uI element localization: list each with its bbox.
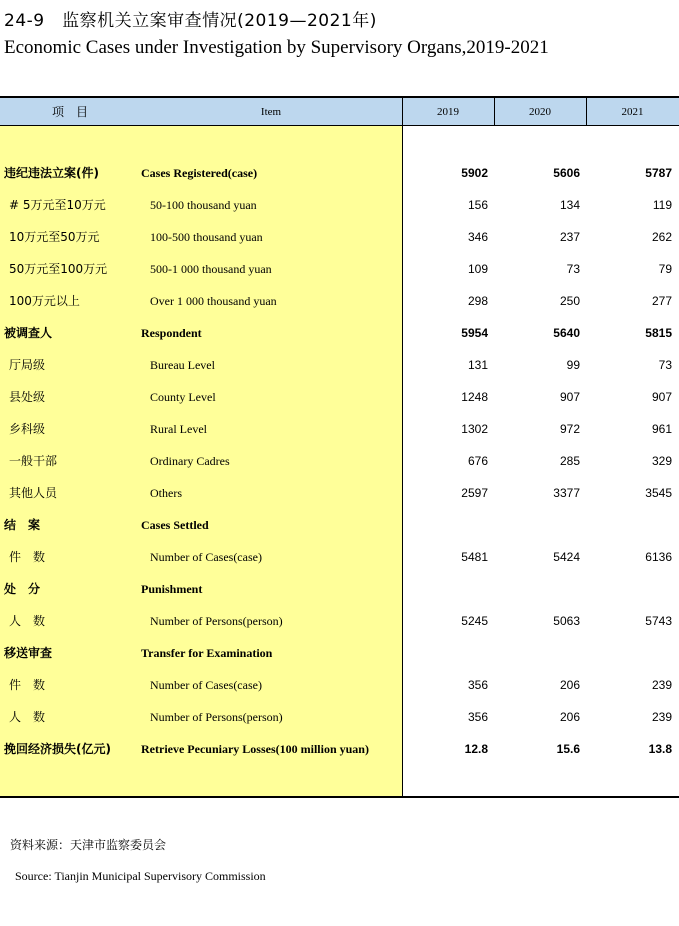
cell-year-2020 (496, 573, 580, 605)
cell-year-2021: 73 (658, 358, 672, 372)
table-row (0, 701, 679, 733)
cell-year-2021 (588, 509, 672, 541)
cell-year-2020: 99 (566, 358, 580, 372)
cell-year-2021: 239 (651, 710, 672, 724)
row-label-cn: 县处级 (9, 390, 46, 404)
table-row (0, 509, 679, 541)
cell-year-2021: 3545 (645, 486, 672, 500)
cell-year-2019: 2597 (461, 486, 488, 500)
cell-year-2019: 356 (467, 710, 488, 724)
header-year-2019: 2019 (437, 106, 459, 118)
row-label-cn: 乡科级 (9, 422, 46, 436)
cell-year-2020: 15.6 (556, 742, 580, 756)
cell-year-2019: 1302 (461, 422, 488, 436)
cell-year-2020: 5063 (553, 614, 580, 628)
cell-year-2021: 5815 (645, 326, 672, 340)
cell-year-2021: 907 (651, 390, 672, 404)
table-row (0, 605, 679, 637)
cell-year-2021: 6136 (645, 550, 672, 564)
cell-year-2020: 206 (559, 678, 580, 692)
row-label-en: Rural Level (150, 422, 207, 436)
cell-year-2019: 356 (467, 678, 488, 692)
row-label-cn: 100万元以上 (9, 294, 80, 308)
table-row (0, 221, 679, 253)
row-label-cn: 人 数 (9, 614, 46, 628)
page-title-cn: 24-9 监察机关立案审查情况(2019—2021年) (4, 11, 377, 31)
divider-header-2021 (586, 96, 587, 126)
cell-year-2021: 262 (651, 230, 672, 244)
cell-year-2021 (588, 573, 672, 605)
table-row (0, 157, 679, 189)
cell-year-2019: 5902 (461, 166, 488, 180)
table-row (0, 445, 679, 477)
cell-year-2019 (404, 509, 488, 541)
cell-year-2019: 131 (467, 358, 488, 372)
table-row (0, 349, 679, 381)
cell-year-2019 (404, 637, 488, 669)
row-label-cn: 违纪违法立案(件) (4, 166, 99, 180)
table-row (0, 541, 679, 573)
cell-year-2019: 298 (467, 294, 488, 308)
row-label-cn: 其他人员 (9, 486, 58, 500)
row-label-en: County Level (150, 390, 216, 404)
source-en: Source: Tianjin Municipal Supervisory Commission (15, 869, 266, 883)
cell-year-2021: 239 (651, 678, 672, 692)
cell-year-2020: 3377 (553, 486, 580, 500)
row-label-en: Retrieve Pecuniary Losses(100 million yuan) (141, 742, 369, 756)
row-label-cn: 处 分 (4, 582, 41, 596)
cell-year-2020: 285 (559, 454, 580, 468)
table-row (0, 413, 679, 445)
row-label-en: Number of Persons(person) (150, 710, 283, 724)
row-label-cn: 人 数 (9, 710, 46, 724)
cell-year-2019: 5954 (461, 326, 488, 340)
cell-year-2019: 109 (467, 262, 488, 276)
row-label-en: Number of Cases(case) (150, 550, 262, 564)
table-row (0, 253, 679, 285)
row-label-cn: 一般干部 (9, 454, 58, 468)
row-label-en: Ordinary Cadres (150, 454, 230, 468)
row-label-cn: 被调查人 (4, 326, 53, 340)
header-year-2021: 2021 (621, 106, 644, 118)
cell-year-2020: 972 (559, 422, 580, 436)
row-label-en: 500-1 000 thousand yuan (150, 262, 272, 276)
table-row (0, 317, 679, 349)
table-bottom-border (0, 796, 679, 798)
row-label-cn: 10万元至50万元 (9, 230, 100, 244)
cell-year-2021: 79 (658, 262, 672, 276)
cell-year-2020: 5640 (553, 326, 580, 340)
cell-year-2019: 5481 (461, 550, 488, 564)
cell-year-2020 (496, 637, 580, 669)
row-label-en: Number of Persons(person) (150, 614, 283, 628)
cell-year-2020: 5606 (553, 166, 580, 180)
cell-year-2019: 12.8 (464, 742, 488, 756)
table-row (0, 381, 679, 413)
cell-year-2020: 134 (559, 198, 580, 212)
row-label-cn: 挽回经济损失(亿元) (4, 742, 111, 756)
table-row (0, 285, 679, 317)
row-label-cn: 移送审查 (4, 646, 53, 660)
table-row (0, 733, 679, 765)
row-label-cn: 件 数 (9, 678, 46, 692)
row-label-en: Cases Settled (141, 518, 209, 532)
header-year-2020: 2020 (529, 106, 551, 118)
cell-year-2021: 119 (652, 198, 672, 212)
cell-year-2019: 676 (467, 454, 488, 468)
cell-year-2021: 961 (651, 422, 672, 436)
table-row (0, 573, 679, 605)
row-label-en: 100-500 thousand yuan (150, 230, 263, 244)
cell-year-2019: 156 (467, 198, 488, 212)
header-item-en: Item (260, 106, 282, 118)
row-label-en: Respondent (141, 326, 202, 340)
cell-year-2019: 1248 (461, 390, 488, 404)
cell-year-2019: 5245 (461, 614, 488, 628)
cell-year-2020: 5424 (553, 550, 580, 564)
cell-year-2021: 13.8 (648, 742, 672, 756)
cell-year-2019: 346 (467, 230, 488, 244)
table-row (0, 477, 679, 509)
cell-year-2021: 329 (651, 454, 672, 468)
row-label-cn: 50万元至100万元 (9, 262, 108, 276)
row-label-en: Number of Cases(case) (150, 678, 262, 692)
row-label-en: Others (150, 486, 182, 500)
header-item-cn: 项 目 (51, 105, 88, 119)
row-label-en: Transfer for Examination (141, 646, 273, 660)
divider-header-2020 (494, 96, 495, 126)
table-header (0, 96, 679, 126)
cell-year-2020: 206 (559, 710, 580, 724)
row-label-cn: 结 案 (4, 518, 41, 532)
table-row (0, 669, 679, 701)
cell-year-2021: 5787 (645, 166, 672, 180)
cell-year-2020: 907 (559, 390, 580, 404)
cell-year-2021 (588, 637, 672, 669)
table-row (0, 637, 679, 669)
row-label-en: Bureau Level (150, 358, 215, 372)
cell-year-2020: 250 (559, 294, 580, 308)
cell-year-2021: 5743 (645, 614, 672, 628)
row-label-en: Punishment (141, 582, 203, 596)
cell-year-2020 (496, 509, 580, 541)
row-label-cn: 厅局级 (9, 358, 46, 372)
cell-year-2020: 237 (559, 230, 580, 244)
row-label-en: 50-100 thousand yuan (150, 198, 257, 212)
row-label-en: Cases Registered(case) (141, 166, 258, 180)
cell-year-2020: 73 (566, 262, 580, 276)
row-label-cn: # 5万元至10万元 (9, 198, 106, 212)
table-row (0, 189, 679, 221)
row-label-en: Over 1 000 thousand yuan (150, 294, 277, 308)
row-label-cn: 件 数 (9, 550, 46, 564)
page-title-en: Economic Cases under Investigation by Supervisory Organs,2019-2021 (4, 37, 549, 58)
cell-year-2021: 277 (651, 294, 672, 308)
source-cn: 资料来源：天津市监察委员会 (10, 838, 167, 852)
cell-year-2019 (404, 573, 488, 605)
